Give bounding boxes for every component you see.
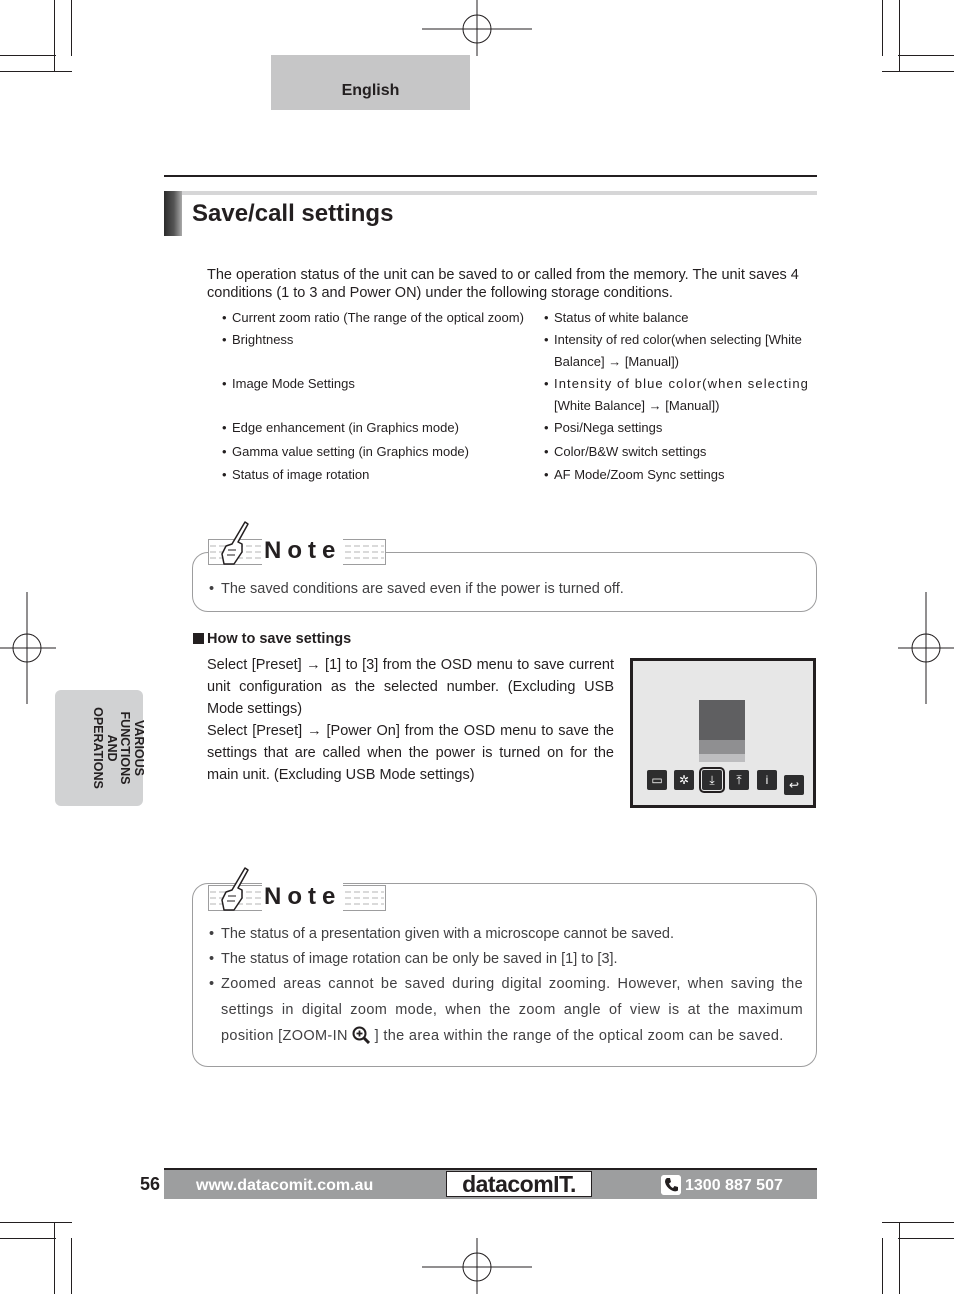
note-item-text: The status of image rotation can be only be saved in [1] to [3]. <box>221 951 618 967</box>
list-item: • Color/B&W switch settings <box>544 444 707 459</box>
page-title: Save/call settings <box>192 200 394 227</box>
osd-image-icon: ▭ <box>647 770 667 790</box>
list-item: • Posi/Nega settings <box>544 420 663 435</box>
title-accent-bar <box>164 191 182 236</box>
list-item-text: Status of white balance <box>554 310 689 325</box>
list-item: • Status of white balance <box>544 310 689 325</box>
list-item: • Current zoom ratio (The range of the optical zoom) <box>222 310 524 325</box>
side-tab <box>55 690 146 806</box>
side-tab-line: FUNCTIONS <box>118 711 133 785</box>
side-tab-line: AND <box>105 734 119 762</box>
registration-mark-bottom <box>422 1238 532 1294</box>
footer-phone-number[interactable]: 1300 887 507 <box>685 1177 783 1194</box>
note-item-text-part: ] the area within the range of the optical zoom can be saved. <box>374 1028 784 1044</box>
side-tab-line: VARIOUS <box>132 719 146 777</box>
phone-icon <box>661 1175 681 1195</box>
how-to-save-paragraph: Select [Preset] → [1] to [3] from the OSD menu to save current unit configuration as the selected number. (Excluding USB Mode settings) <box>207 657 614 717</box>
osd-info-icon: i <box>757 770 777 790</box>
datacomit-logo: datacomIT. <box>446 1171 592 1197</box>
how-to-save-body <box>207 654 614 786</box>
list-item: • AF Mode/Zoom Sync settings <box>544 467 725 482</box>
title-underline <box>164 191 817 195</box>
footer-url-link[interactable]: www.datacomit.com.au <box>196 1177 374 1194</box>
list-item-text: Gamma value setting (in Graphics mode) <box>232 444 469 459</box>
note-item-text: The saved conditions are saved even if the power is turned off. <box>221 581 624 597</box>
list-item-text: Intensity of blue color(when selecting <box>554 376 809 391</box>
conditions-list-right <box>544 307 819 486</box>
osd-settings-icon: ✲ <box>674 770 694 790</box>
list-item: • Status of image rotation <box>222 467 370 482</box>
list-item-text: Brightness <box>232 332 294 347</box>
note-item-text <box>221 971 803 1049</box>
note-item-text-part: Zoomed areas cannot be saved during digital zooming. However, when saving the settings in digital zoom mode, when the zoom angle of view is at the maximum position [ZOOM-IN <box>221 976 803 1044</box>
note-label-text: Note <box>264 537 342 564</box>
list-item: • Edge enhancement (in Graphics mode) <box>222 420 459 435</box>
osd-return-icon: ↩ <box>784 775 804 795</box>
list-item: • Intensity of red color(when selecting [White Balance] → [Manual]) <box>544 329 819 373</box>
list-item: • Gamma value setting (in Graphics mode) <box>222 444 469 459</box>
zoom-in-icon <box>352 1026 370 1044</box>
how-to-save-paragraph: Select [Preset] → [Power On] from the OSD menu to save the settings that are called when the power is turned on for the main unit. (Excluding USB Mode settings) <box>207 723 614 783</box>
conditions-list-left <box>222 307 542 486</box>
osd-preset-menu-item <box>699 740 745 754</box>
osd-save-icon: ⤓ <box>702 770 722 790</box>
list-item-text: Image Mode Settings <box>232 376 355 391</box>
osd-preset-menu-item <box>699 754 745 762</box>
note-item: • Zoomed areas cannot be saved during digital zooming. However, when saving the settings in digital zoom mode, when the zoom angle of view is at the maximum position [ZOOM-IN ] the area within the range of the optical zoom can be saved. <box>209 971 803 1049</box>
hand-pointer-icon <box>218 520 254 568</box>
page-number: 56 <box>140 1174 161 1194</box>
language-tab: English <box>271 55 470 110</box>
list-item: • Intensity of blue color(when selecting [White Balance] → [Manual]) <box>544 373 819 417</box>
side-tab-label <box>91 690 145 806</box>
note-item: • The status of image rotation can be only be saved in [1] to [3]. <box>209 951 618 967</box>
list-item-text: Intensity of red color(when selecting [White <box>554 332 802 347</box>
hand-pointer-icon <box>218 866 254 914</box>
osd-call-icon: ⤒ <box>729 770 749 790</box>
square-bullet-icon <box>193 633 204 644</box>
list-item-text-cont: [White Balance] → [Manual]) <box>554 398 720 413</box>
osd-screen <box>633 661 813 805</box>
note-label-text: Note <box>264 883 342 910</box>
list-item-text-cont: Balance] → [Manual]) <box>554 354 680 369</box>
how-to-save-heading-text: How to save settings <box>207 631 352 647</box>
intro-paragraph: The operation status of the unit can be saved to or called from the memory. The unit saves 4 conditions (1 to 3 and Power ON) under the following storage conditions. <box>207 267 799 301</box>
list-item-text: AF Mode/Zoom Sync settings <box>554 467 725 482</box>
note-item: • The saved conditions are saved even if the power is turned off. <box>209 581 624 597</box>
registration-mark-right <box>898 592 954 704</box>
list-item-text: Status of image rotation <box>232 467 370 482</box>
list-item-text: Posi/Nega settings <box>554 420 663 435</box>
list-item-text: Current zoom ratio (The range of the optical zoom) <box>232 310 524 325</box>
list-item-text: Edge enhancement (in Graphics mode) <box>232 420 459 435</box>
osd-preset-menu <box>699 700 745 740</box>
title-rule <box>164 175 817 177</box>
registration-mark-top <box>422 0 532 60</box>
note-item-text: The status of a presentation given with a microscope cannot be saved. <box>221 926 674 942</box>
list-item: • Brightness <box>222 332 294 347</box>
side-tab-line: OPERATIONS <box>91 707 106 789</box>
list-item: • Image Mode Settings <box>222 376 355 391</box>
how-to-save-heading <box>193 631 351 647</box>
note-item: • The status of a presentation given with a microscope cannot be saved. <box>209 926 674 942</box>
registration-mark-left <box>0 592 56 704</box>
osd-menu-screenshot <box>630 658 816 808</box>
list-item-text: Color/B&W switch settings <box>554 444 707 459</box>
